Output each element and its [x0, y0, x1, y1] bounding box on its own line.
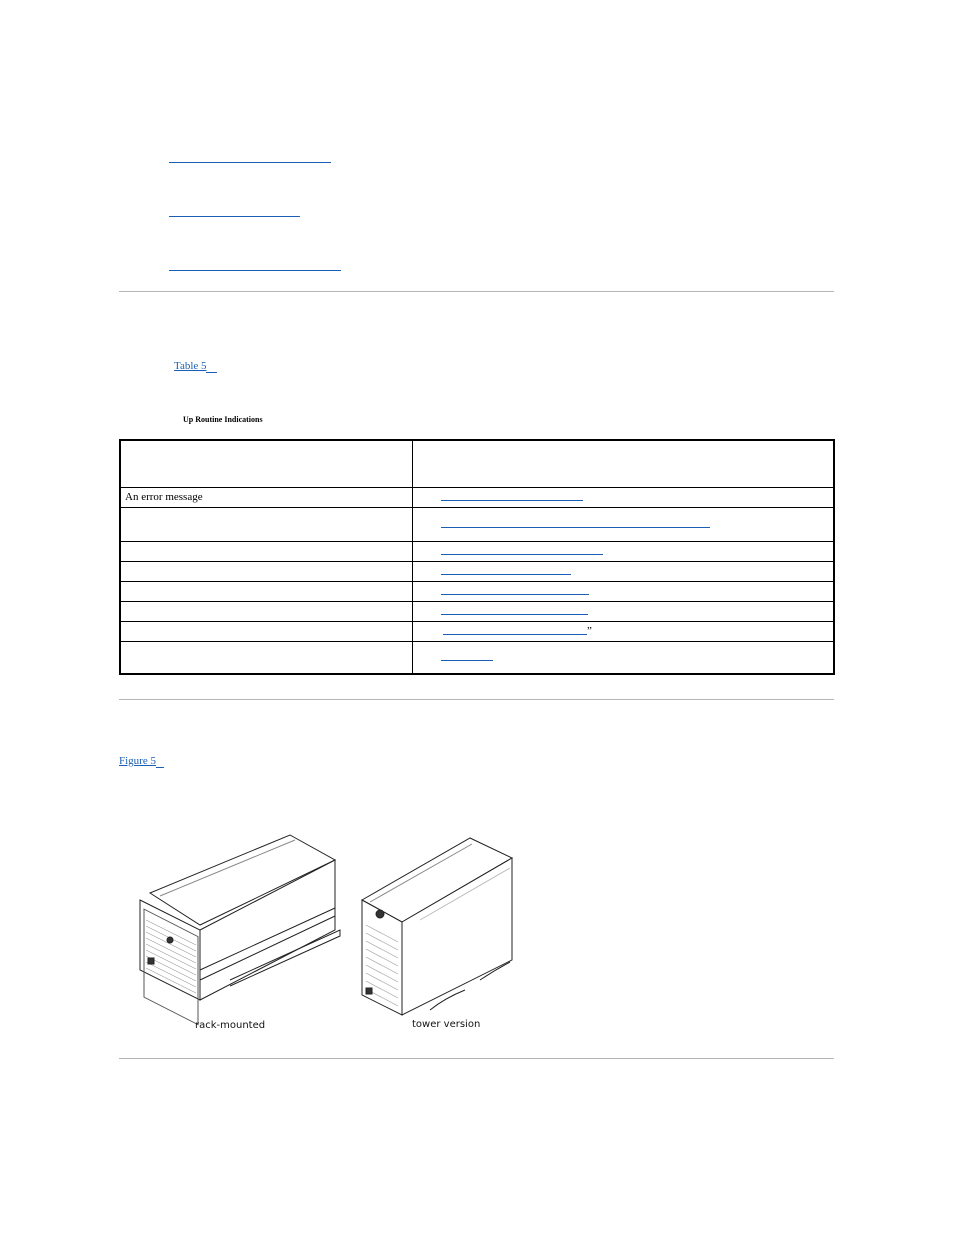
table-row-link[interactable] — [441, 614, 588, 615]
link-line-1[interactable] — [169, 162, 331, 163]
table-row — [120, 541, 834, 561]
table-row-link[interactable] — [441, 594, 589, 595]
figure-label-tower: tower version — [412, 1019, 481, 1030]
table-row — [120, 601, 834, 621]
indications-table — [119, 439, 835, 675]
table-row — [120, 581, 834, 601]
figure-reference-underline-ext — [156, 767, 164, 768]
table-cell-action — [413, 541, 835, 561]
table-cell-action — [413, 487, 835, 507]
table-caption: Up Routine Indications — [183, 415, 263, 424]
table-cell-symptom: An error message — [120, 487, 413, 507]
table-row — [120, 487, 834, 507]
server-figure — [130, 830, 530, 1040]
table-cell-action — [413, 601, 835, 621]
table-row — [120, 621, 834, 641]
table-cell-symptom — [120, 601, 413, 621]
table-row — [120, 507, 834, 541]
table-header-cell-2 — [413, 440, 835, 487]
table-cell-symptom — [120, 507, 413, 541]
table-row-link[interactable] — [443, 634, 587, 635]
table-row — [120, 561, 834, 581]
table-reference-underline-ext — [206, 372, 217, 373]
divider-1 — [119, 291, 834, 292]
figure-reference-link[interactable]: Figure 5 — [119, 755, 156, 767]
table-cell-symptom — [120, 641, 413, 674]
rack-mounted-server-drawing — [140, 835, 340, 1025]
table-cell-action — [413, 507, 835, 541]
table-row-link[interactable] — [441, 500, 583, 501]
table-cell-action — [413, 561, 835, 581]
link-line-2[interactable] — [169, 216, 300, 217]
table-header-row — [120, 440, 834, 487]
table-row-link[interactable] — [441, 574, 571, 575]
table-cell-action — [413, 581, 835, 601]
closing-quote: ” — [587, 625, 592, 637]
table-cell-symptom — [120, 561, 413, 581]
table-row — [120, 641, 834, 674]
table-cell-symptom — [120, 581, 413, 601]
figure-label-rack: rack-mounted — [195, 1020, 266, 1031]
table-row-link[interactable] — [441, 527, 710, 528]
table-row-link[interactable] — [441, 554, 603, 555]
table-cell-action — [413, 641, 835, 674]
divider-2 — [119, 699, 834, 700]
table-reference-link[interactable]: Table 5 — [174, 360, 207, 372]
table-row-link[interactable] — [441, 660, 493, 661]
table-header-cell-1 — [120, 440, 413, 487]
table-cell-symptom — [120, 541, 413, 561]
table-cell-action — [413, 621, 835, 641]
table-cell-symptom — [120, 621, 413, 641]
tower-server-drawing — [362, 838, 512, 1015]
divider-3 — [119, 1058, 834, 1059]
link-line-3[interactable] — [169, 270, 341, 271]
